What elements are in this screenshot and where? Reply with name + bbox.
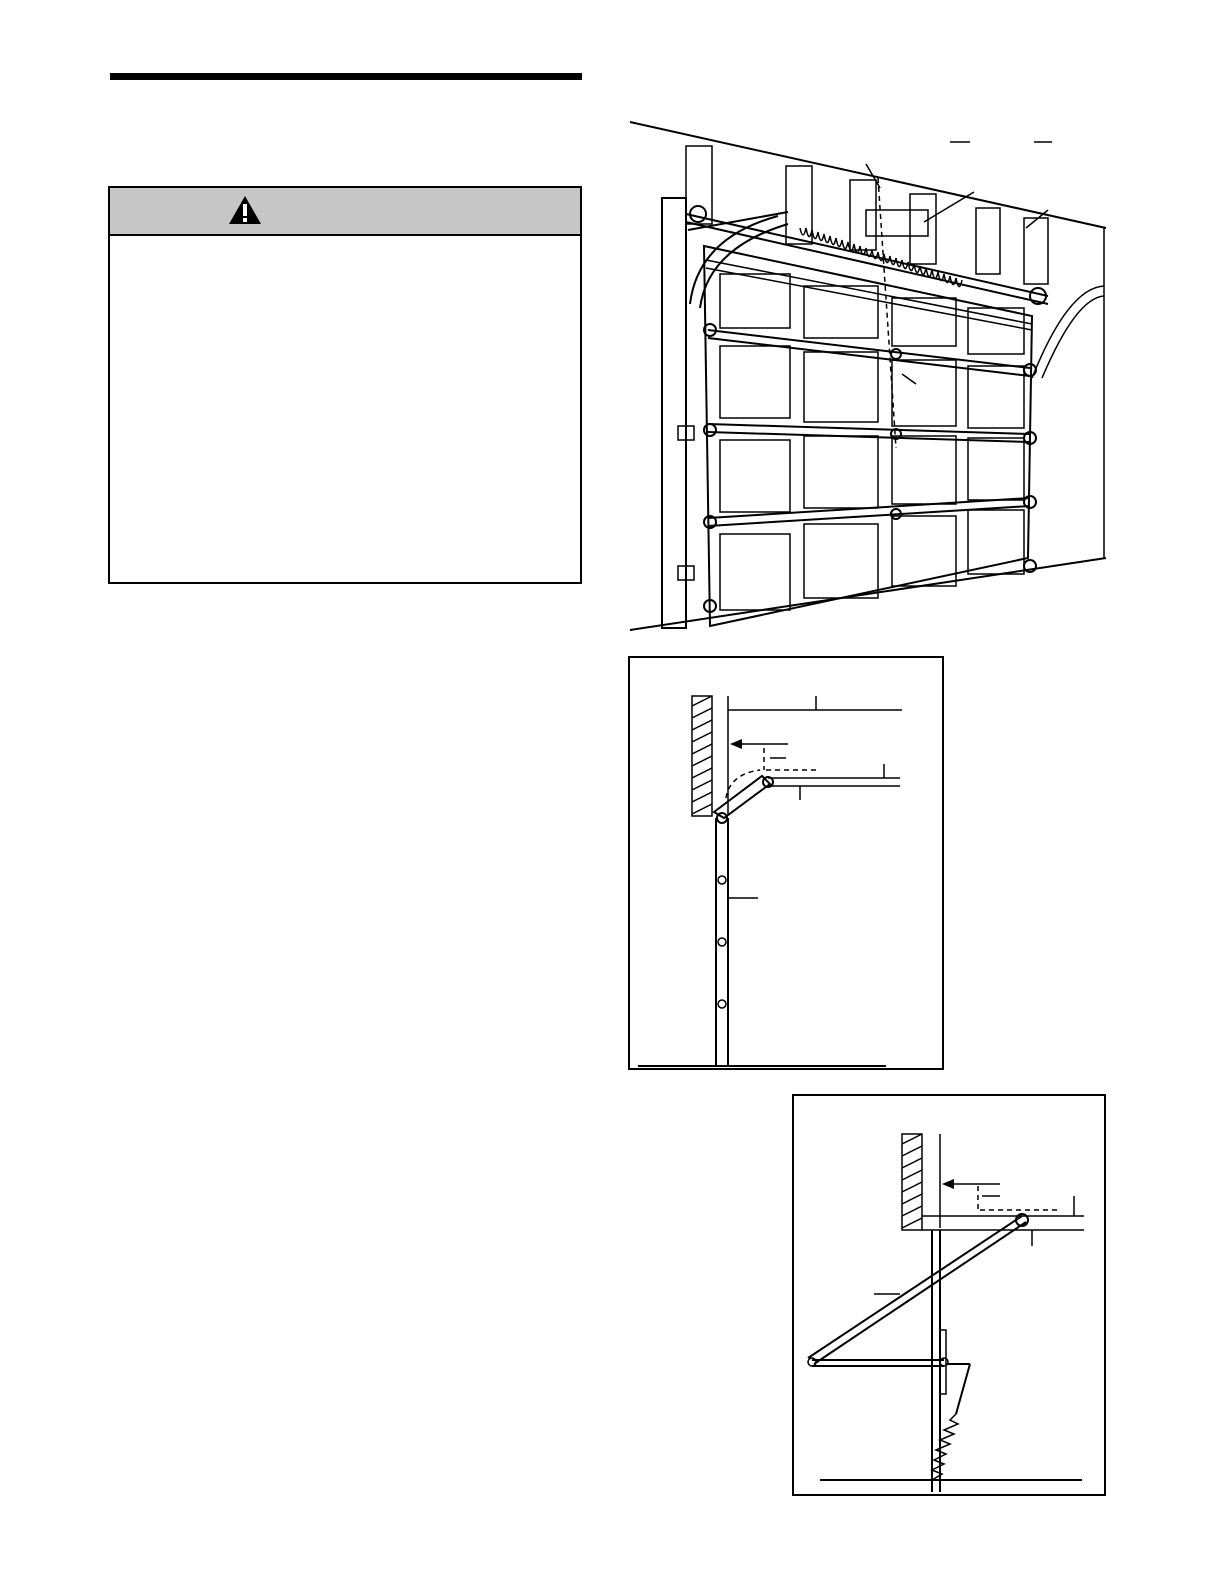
section-title-rule <box>110 73 582 80</box>
side-view-inset-curved-track <box>628 656 944 1070</box>
side-view-inset-one-piece-door <box>792 1094 1106 1496</box>
warning-body <box>110 236 580 264</box>
warning-box <box>108 186 582 584</box>
garage-door-illustration <box>628 118 1110 634</box>
warning-triangle-icon <box>227 194 263 226</box>
garage-door <box>704 246 1036 626</box>
warning-header <box>110 188 580 236</box>
